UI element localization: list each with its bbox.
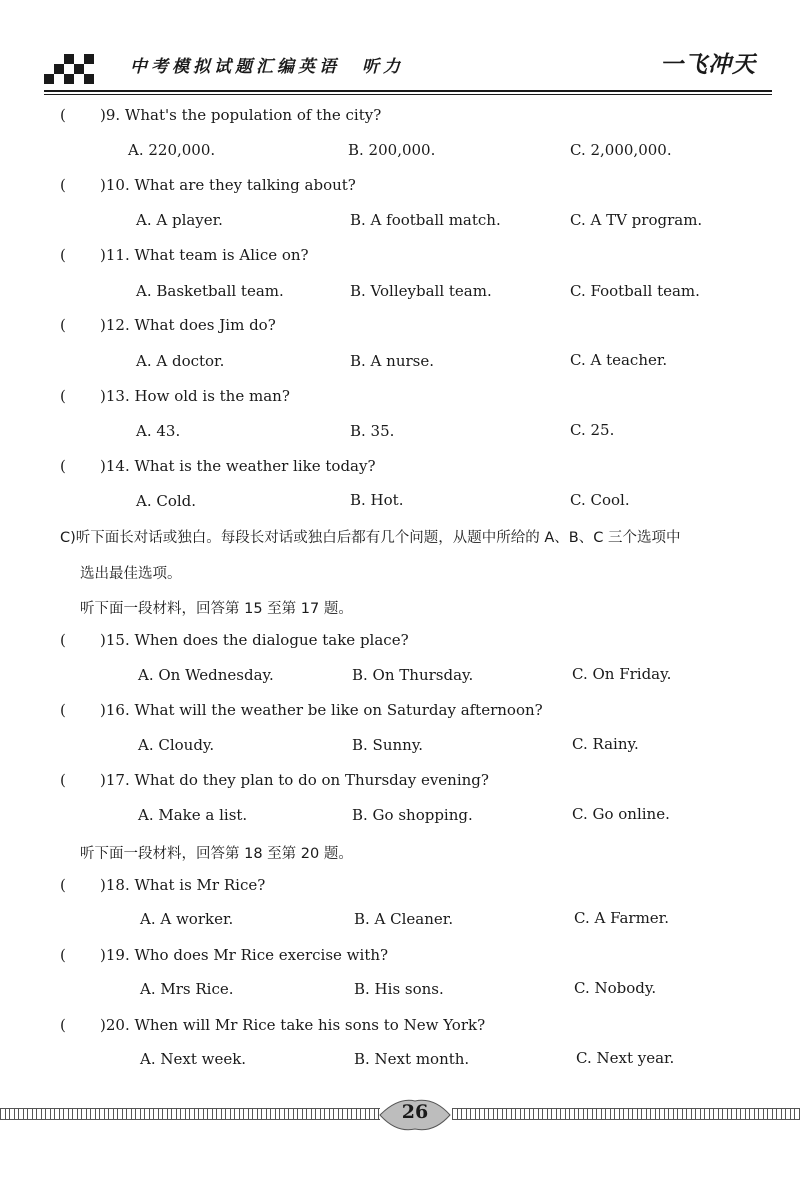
option-a: A. A worker. [140,910,234,928]
option-c: C. Go online. [572,805,670,823]
question-17: ( )17. What do they plan to do on Thursday evening? [60,771,489,789]
question-18: ( )18. What is Mr Rice? [60,876,266,894]
option-a: A. Basketball team. [136,282,284,300]
option-a: A. 43. [136,422,181,440]
header-divider-thin [44,94,772,95]
footer-border-left [0,1108,380,1120]
question-13: ( )13. How old is the man? [60,387,290,405]
option-b: B. On Thursday. [352,666,474,684]
option-c: C. Next year. [576,1049,675,1067]
question-20: ( )20. When will Mr Rice take his sons to New York? [60,1016,486,1034]
question-stem: )9. What's the population of the city? [100,106,382,124]
option-c: C. A Farmer. [574,909,669,927]
option-a: A. Cloudy. [138,736,215,754]
option-a: A. Cold. [136,492,197,510]
option-b: B. Volleyball team. [350,282,492,300]
question-15: ( )15. When does the dialogue take place? [60,631,409,649]
book-title [130,52,404,77]
question-9: ( )9. What's the population of the city? [60,106,382,124]
header-divider [44,90,772,92]
question-stem: )19. Who does Mr Rice exercise with? [100,946,389,964]
question-16: ( )16. What will the weather be like on Saturday afternoon? [60,701,543,719]
material-heading-18-20: 听下面一段材料，回答第 18 至第 20 题。 [80,846,353,862]
question-stem: )14. What is the weather like today? [100,457,376,475]
question-stem: )15. When does the dialogue take place? [100,631,409,649]
brand-logo: 一飞冲天 [660,52,756,78]
question-stem: )20. When will Mr Rice take his sons to New York? [100,1016,486,1034]
option-b: B. Next month. [354,1050,470,1068]
question-stem: )10. What are they talking about? [100,176,356,194]
option-c: C. Nobody. [574,979,657,997]
option-c: C. Cool. [570,491,630,509]
question-11: ( )11. What team is Alice on? [60,246,309,264]
option-b: B. His sons. [354,980,444,998]
question-stem: )17. What do they plan to do on Thursday evening? [100,771,489,789]
question-stem: )16. What will the weather be like on Saturday afternoon? [100,701,543,719]
question-10: ( )10. What are they talking about? [60,176,356,194]
section-c-instruction-cont: 选出最佳选项。 [80,566,182,582]
option-a: A. A player. [136,211,223,229]
question-12: ( )12. What does Jim do? [60,316,276,334]
section-c-instruction: C)听下面长对话或独白。每段长对话或独白后都有几个问题，从题中所给的 A、B、C 三个选项中 [60,530,681,546]
option-a: A. A doctor. [136,352,225,370]
option-b: B. Hot. [350,491,404,509]
checker-logo-icon [44,50,96,86]
book-subtitle: 听力 [362,57,404,77]
page-number: 26 [401,1101,429,1123]
book-title-text: 中考模拟试题汇编英语 [130,57,340,77]
page-header [0,0,800,95]
option-a: A. Mrs Rice. [140,980,234,998]
option-a: A. On Wednesday. [138,666,274,684]
option-b: B. A nurse. [350,352,434,370]
option-a: A. 220,000. [128,141,216,159]
question-stem: )11. What team is Alice on? [100,246,309,264]
question-stem: )13. How old is the man? [100,387,290,405]
option-c: C. A TV program. [570,211,703,229]
footer-border-right [452,1108,800,1120]
question-14: ( )14. What is the weather like today? [60,457,376,475]
option-b: B. A Cleaner. [354,910,454,928]
option-c: C. On Friday. [572,665,672,683]
material-heading-15-17: 听下面一段材料，回答第 15 至第 17 题。 [80,601,353,617]
question-stem: )18. What is Mr Rice? [100,876,266,894]
option-b: B. Go shopping. [352,806,473,824]
option-b: B. Sunny. [352,736,424,754]
question-stem: )12. What does Jim do? [100,316,276,334]
option-a: A. Make a list. [138,806,248,824]
option-c: C. A teacher. [570,351,668,369]
option-c: C. 25. [570,421,615,439]
option-c: C. Rainy. [572,735,639,753]
option-c: C. Football team. [570,282,700,300]
option-c: C. 2,000,000. [570,141,672,159]
option-b: B. 35. [350,422,395,440]
option-b: B. 200,000. [348,141,436,159]
option-b: B. A football match. [350,211,501,229]
option-a: A. Next week. [140,1050,247,1068]
question-19: ( )19. Who does Mr Rice exercise with? [60,946,389,964]
page-footer [0,1095,800,1145]
